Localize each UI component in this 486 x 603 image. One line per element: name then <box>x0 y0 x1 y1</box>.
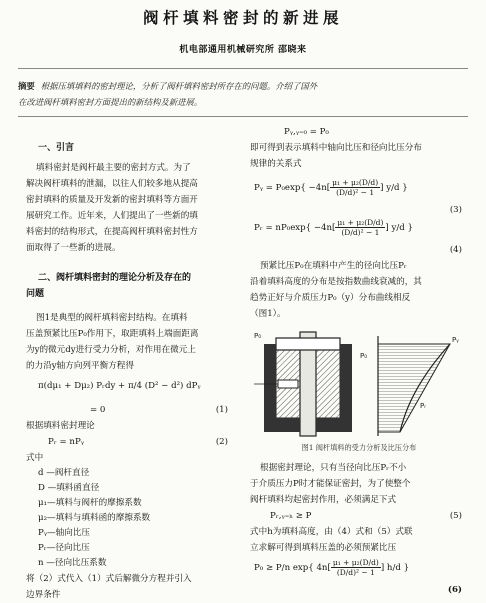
abstract-text-1: 根据压填填料的密封理论，分析了阀杆填料密封所存在的问题。介绍了国外 <box>40 81 318 91</box>
paragraph-line: 边界条件 <box>26 590 61 600</box>
symbol-item: Pᵣ—径向比压 <box>38 543 90 553</box>
svg-text:Pᵧ: Pᵧ <box>452 336 459 344</box>
svg-text:Pᵣ: Pᵣ <box>420 402 427 410</box>
symbol-list <box>26 466 242 571</box>
symbol-item: μ₁—填料与阀杆的摩擦系数 <box>38 498 142 508</box>
svg-text:P₀: P₀ <box>360 352 368 360</box>
paragraph-line: 为y的微元dy进行受力分析，对作用在微元上 <box>26 345 196 355</box>
equation-2 <box>26 434 242 450</box>
paragraph-line: 沿着填料高度的分布是按指数曲线衰减的，其 <box>250 277 422 287</box>
paragraph-line: 压盖预紧比压P₀作用下，取距填料上端面距离 <box>26 329 199 339</box>
equation-3-numerator: μ₁ + μ₂(D/d) <box>332 178 379 187</box>
paragraph-line: 解决阀杆填料的泄漏，以往人们较多地从提高 <box>26 179 198 189</box>
equation-3-fraction <box>330 178 380 197</box>
equation-5-body: Pᵣ,ᵧ₌ₕ ≥ P <box>270 511 312 521</box>
equation-4-left: Pᵣ = nP₀exp{ −4n[ <box>254 223 336 233</box>
equation-1-line-1: π(dμ₁ + Dμ₂) Pᵣdy + π/4 (D² − d²) dPᵧ <box>38 381 201 391</box>
equation-4-numerator: μ₁ + μ₂(D/d) <box>337 218 384 227</box>
article-title: 阀杆填料密封的新进展 <box>142 8 343 27</box>
symbol-item: n —径向比压系数 <box>38 558 107 568</box>
paragraph-line: 立求解可得到填料压盖的必须预紧比压 <box>250 543 397 553</box>
paragraph-line: 料密封的结构形式，在提高阀杆填料密封性方 <box>26 227 198 237</box>
paragraph-line: 填料密封是阀杆最主要的密封方式。为了 <box>36 163 191 173</box>
svg-text:P₀: P₀ <box>254 332 262 340</box>
abstract-line-2: 在改进阀杆填料密封方面提出的新结构及新进展。 <box>18 97 203 107</box>
left-column <box>26 140 242 603</box>
equation-3-right: ] y/d } <box>380 183 408 193</box>
section-2-heading-cont: 问题 <box>26 289 45 299</box>
paragraph-line: 的力沿y轴方向列平衡方程得 <box>26 361 134 371</box>
equation-3-denominator: (D/d)² − 1 <box>336 188 375 197</box>
equation-3-left: Pᵧ = P₀exp{ −4n[ <box>254 183 331 193</box>
equation-2-body: Pᵣ = nPᵧ <box>48 437 84 447</box>
equation-4-fraction <box>335 218 385 237</box>
equation-5 <box>250 508 468 524</box>
paragraph-line: 展研究工作。近年来，人们提出了一些新的填 <box>26 211 198 221</box>
equation-5-number: (5) <box>449 511 462 521</box>
paragraph-line: 密封填料的质量及开发新的密封填料等方面开 <box>26 195 198 205</box>
figure-1-packing-diagram <box>250 328 464 440</box>
equation-6-left: P₀ ≥ P/n exp{ 4n[ <box>254 563 331 573</box>
figure-1-caption: 图1 阀杆填料的受力分析及比压分布 <box>301 443 417 452</box>
abstract-bottom-rule <box>18 116 468 117</box>
symbol-item: d —阀杆直径 <box>38 468 90 478</box>
paragraph-line: 式中h为填料高度，由（4）式和（5）式联 <box>250 527 413 537</box>
boundary-condition: Pᵧ,ᵧ₌₀ = P₀ <box>284 127 329 137</box>
equation-3-number: (3) <box>449 205 462 215</box>
paragraph-line: （图1）。 <box>250 309 286 319</box>
equation-2-number: (2) <box>215 437 228 447</box>
equation-4-right: ] y/d } <box>385 223 413 233</box>
equation-6-numerator: μ₁ + μ₂(D/d) <box>332 558 379 567</box>
paragraph-line: 阀杆填料均起密封作用，必须满足下式 <box>250 495 397 505</box>
paragraph-line: 于介质压力P时才能保证密封，为了使整个 <box>250 479 411 489</box>
right-column <box>250 124 468 598</box>
equation-4-denominator: (D/d)² − 1 <box>341 228 380 237</box>
equation-3 <box>250 178 468 202</box>
equation-1-rhs: = 0 <box>90 405 106 415</box>
equation-1-number: (1) <box>215 405 228 415</box>
abstract-top-rule <box>18 68 468 69</box>
paragraph-line: 面取得了一些新的进展。 <box>26 243 121 253</box>
equation-6-right: ] h/d } <box>380 563 410 573</box>
author-affiliation: 机电部通用机械研究所 邵晓来 <box>179 45 307 55</box>
symbol-item: Pᵧ—轴向比压 <box>38 528 90 538</box>
paragraph-line: 趋势正好与介质压力P₀（y）分布曲线相反 <box>250 293 411 303</box>
where-label: 式中 <box>26 453 44 463</box>
paragraph-line: 根据填料密封理论 <box>26 421 95 431</box>
equation-6 <box>250 558 468 582</box>
paragraph-line: 根据密封理论，只有当径向比压Pᵣ不小 <box>260 463 407 473</box>
paragraph-line: 规律的关系式 <box>250 159 302 169</box>
abstract-line-1 <box>18 80 472 93</box>
abstract-label: 摘要 <box>18 81 35 91</box>
paragraph-line: 即可得到表示填料中轴向比压和径向比压分布 <box>250 143 422 153</box>
equation-4 <box>250 218 468 242</box>
symbol-item: μ₂—填料与填料函的摩擦系数 <box>38 513 151 523</box>
equation-1-line-2 <box>26 402 242 418</box>
section-1-heading: 一、引言 <box>38 143 75 153</box>
equation-6-denominator: (D/d)² − 1 <box>336 568 375 577</box>
symbol-item: D —填料函直径 <box>38 483 100 493</box>
paragraph-line: 图1是典型的阀杆填料密封结构。在填料 <box>36 313 188 323</box>
section-2-heading: 二、阀杆填料密封的理论分析及存在的 <box>38 273 192 283</box>
paragraph-line: 将（2）式代入（1）式后解微分方程并引入 <box>26 574 192 584</box>
equation-6-fraction <box>331 558 381 577</box>
equation-4-number: (4) <box>449 245 462 255</box>
paragraph-line: 预紧比压P₀在填料中产生的径向比压Pᵣ <box>260 261 407 271</box>
equation-6-number: (6) <box>447 585 462 595</box>
